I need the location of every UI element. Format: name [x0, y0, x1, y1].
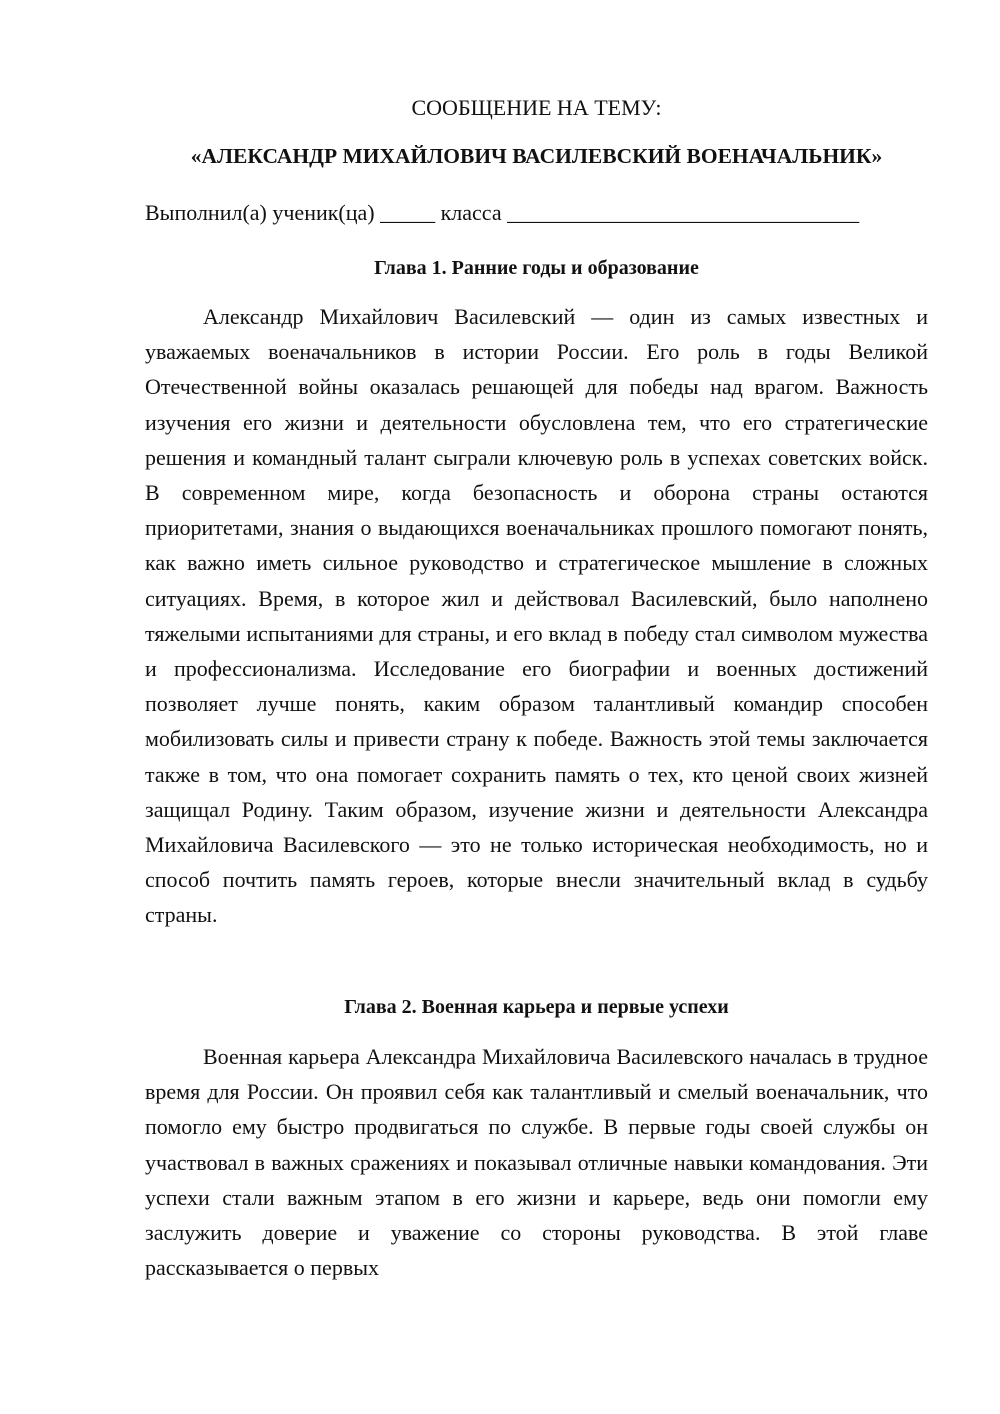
chapter-2-heading: Глава 2. Военная карьера и первые успехи [344, 996, 729, 1018]
document-title-line-2: «АЛЕКСАНДР МИХАЙЛОВИЧ ВАСИЛЕВСКИЙ ВОЕНАЧАЛЬНИК» [190, 144, 883, 168]
chapter-1-heading: Глава 1. Ранние годы и образование [374, 257, 699, 279]
chapter-2-paragraph: Военная карьера Александра Михайловича Василевского началась в трудное время для России. Он проявил себя как талантливый и смелый военачальник, что помогло ему быстро продвигаться по службе. В первые годы своей службы он участвовал в важных сражениях и показывал отличные навыки командования. Эти успехи стали важным этапом в его жизни и карьере, ведь они помогли ему заслужить доверие и уважение со стороны руководства. В этой главе рассказывается о первых [145, 1044, 928, 1281]
author-line: Выполнил(а) ученик(ца) _____ класса ________________________________ [145, 200, 860, 225]
document-title-line-1: СООБЩЕНИЕ НА ТЕМУ: [411, 95, 662, 120]
chapter-1-paragraph: Александр Михайлович Василевский — один из самых известных и уважаемых военачальников в истории России. Его роль в годы Великой Отечественной войны оказалась решающей для победы над врагом. Важность изучения его жизни и деятельности обусловлена тем, что его стратегические решения и командный талант сыграли ключевую роль в успехах советских войск. В современном мире, когда безопасность и оборона страны остаются приоритетами, знания о выдающихся военачальниках прошлого помогают понять, как важно иметь сильное руководство и стратегическое мышление в сложных ситуациях. Время, в которое жил и действовал Василевский, было наполнено тяжелыми испытаниями для страны, и его вклад в победу стал символом мужества и профессионализма. Исследование его биографии и военных достижений позволяет лучше понять, каким образом талантливый командир способен мобилизовать силы и привести страну к победе. Важность этой темы заключается также в том, что она помогает сохранить память о тех, кто ценой своих жизней защищал Родину. Таким образом, изучение жизни и деятельности Александра Михайловича Василевского — это не только историческая необходимость, но и способ почтить память героев, которые внесли значительный вклад в судьбу страны. [145, 304, 928, 928]
